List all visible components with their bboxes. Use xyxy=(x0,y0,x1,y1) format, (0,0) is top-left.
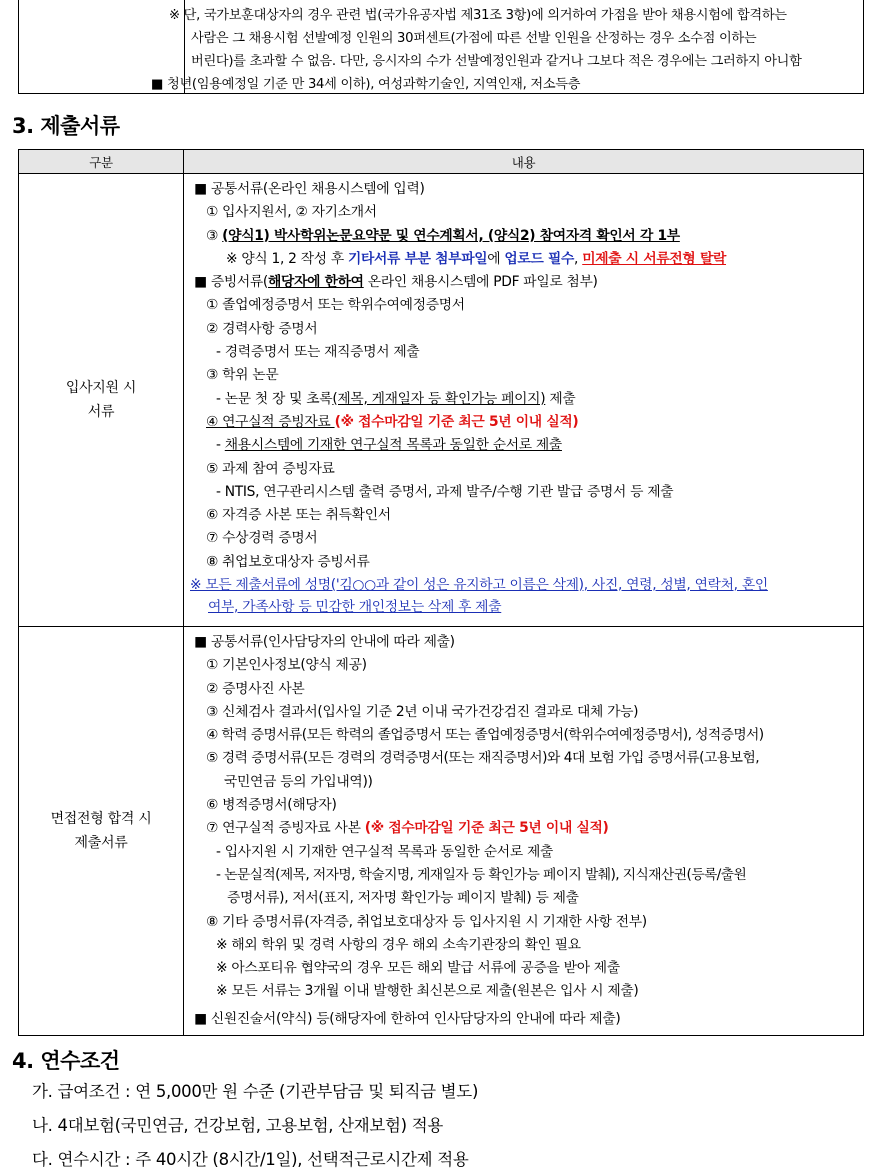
table-row xyxy=(19,174,864,627)
heading-text: ■ 증빙서류( xyxy=(194,274,269,291)
list-item xyxy=(194,411,857,434)
sub-text: - 논문 첫 장 및 초록 xyxy=(216,390,333,407)
sub-text: - xyxy=(216,437,225,454)
list-item: ⑦ 수상경력 증명서 xyxy=(206,530,318,547)
list-subitem: - 논문실적(제목, 저자명, 학술지명, 게재일자 등 확인가능 페이지 발췌), 지식재산권(등록/출원 xyxy=(216,866,747,883)
list-subitem xyxy=(194,434,857,457)
condition-item-hours: 다. 연수시간 : 주 40시간 (8시간/1일), 선택적근로시간제 적용 xyxy=(32,1150,469,1169)
category-cell xyxy=(19,627,184,1036)
note-text: ※ 양식 1, 2 작성 후 xyxy=(226,250,348,267)
note-text: 에 xyxy=(487,250,505,267)
note-text: 미제출 시 서류전형 탈락 xyxy=(582,250,727,267)
section-title-documents: 3. 제출서류 xyxy=(12,114,120,138)
column-header-content: 내용 xyxy=(184,150,864,174)
eligibility-note-box xyxy=(18,0,864,94)
note-text: 업로드 필수 xyxy=(504,250,575,267)
list-item xyxy=(194,817,857,840)
note-line: ■ 청년(임용예정일 기준 만 34세 이하), 여성과학기술인, 지역인재, 저소득층 xyxy=(151,77,581,92)
note-line: 사람은 그 채용시험 선발예정 인원의 30퍼센트(가점에 따른 선발 인원을 산정하는 경우 소수점 이하는 xyxy=(191,31,757,46)
list-item: ⑤ 경력 증명서류(모든 경력의 경력증명서(또는 재직증명서)와 4대 보험 가입 증명서류(고용보험, xyxy=(206,750,760,767)
item-text: ⑦ 연구실적 증빙자료 사본 xyxy=(206,820,365,837)
list-heading: ■ 신원진술서(약식) 등(해당자에 한하여 인사담당자의 안내에 따라 제출) xyxy=(194,1010,621,1027)
list-item: ① 기본인사정보(양식 제공) xyxy=(206,657,367,674)
table-row xyxy=(19,627,864,1036)
list-subitem: - NTIS, 연구관리시스템 출력 증명서, 과제 발주/수행 기관 발급 증명서 등 제출 xyxy=(216,483,674,500)
list-item: ① 졸업예정증명서 또는 학위수여예정증명서 xyxy=(206,297,465,314)
item-text: (※ 접수마감일 기준 최근 5년 이내 실적) xyxy=(364,820,609,837)
list-note: ※ 해외 학위 및 경력 사항의 경우 해외 소속기관장의 확인 필요 xyxy=(216,936,581,953)
sub-text: 제출 xyxy=(545,390,576,407)
list-heading: ■ 공통서류(인사담당자의 안내에 따라 제출) xyxy=(194,634,455,650)
condition-item-insurance: 나. 4대보험(국민연금, 건강보험, 고용보험, 산재보험) 적용 xyxy=(32,1116,444,1135)
privacy-note: 여부, 가족사항 등 민감한 개인정보는 삭제 후 제출 xyxy=(208,599,502,616)
item-text: (양식1) 박사학위논문요약문 및 연수계획서, (양식2) 참여자격 확인서 각 1부 xyxy=(222,227,680,244)
list-heading: ■ 공통서류(온라인 채용시스템에 입력) xyxy=(194,181,425,197)
column-header-category: 구분 xyxy=(19,150,184,174)
list-note xyxy=(194,248,857,271)
list-item: ⑧ 취업보호대상자 증빙서류 xyxy=(206,553,370,570)
note-text: 기타서류 부분 첨부파일 xyxy=(347,250,488,267)
list-item: ③ 신체검사 결과서(입사일 기준 2년 이내 국가건강검진 결과로 대체 가능) xyxy=(206,703,639,720)
category-label: 면접전형 합격 시 xyxy=(50,811,152,828)
list-item: ⑥ 병적증명서(해당자) xyxy=(206,797,337,814)
list-item: ② 증명사진 사본 xyxy=(206,680,305,697)
list-heading xyxy=(194,271,857,294)
list-item: ③ 학위 논문 xyxy=(206,367,279,384)
content-cell xyxy=(184,174,864,627)
sub-text: (제목, 게재일자 등 확인가능 페이지) xyxy=(332,390,546,407)
list-subitem: - 입사지원 시 기재한 연구실적 목록과 동일한 순서로 제출 xyxy=(216,843,554,860)
heading-text: 해당자에 한하여 xyxy=(268,274,364,291)
list-item: ⑥ 자격증 사본 또는 취득확인서 xyxy=(206,507,391,524)
note-line: 버린다)를 초과할 수 없음. 다만, 응시자의 수가 선발예정인원과 같거나 그보다 적은 경우에는 그러하지 아니함 xyxy=(191,54,802,69)
sub-text: 채용시스템에 기재한 연구실적 목록과 동일한 순서로 제출 xyxy=(224,437,562,454)
list-subitem xyxy=(194,388,857,411)
list-subitem: - 경력증명서 또는 재직증명서 제출 xyxy=(216,344,420,361)
documents-table xyxy=(18,149,864,1036)
item-text: ④ 연구실적 증빙자료 xyxy=(206,413,335,430)
note-text: , xyxy=(574,250,583,267)
list-note: ※ 아스포티유 협약국의 경우 모든 해외 발급 서류에 공증을 받아 제출 xyxy=(216,960,620,977)
list-item xyxy=(194,225,857,248)
list-subitem-continued: 증명서류), 저서(표지, 저자명 확인가능 페이지 발췌) 등 제출 xyxy=(227,890,579,907)
veterans-note xyxy=(151,4,859,96)
list-item: ④ 학력 증명서류(모든 학력의 졸업증명서 또는 졸업예정증명서(학위수여예정증명서), 성적증명서) xyxy=(206,727,764,744)
section-title-conditions: 4. 연수조건 xyxy=(12,1049,120,1073)
category-cell xyxy=(19,174,184,627)
list-item-continued: 국민연금 등의 가입내역)) xyxy=(224,773,373,790)
category-label: 입사지원 시 xyxy=(65,380,137,396)
list-item: ② 경력사항 증명서 xyxy=(206,320,318,337)
content-cell xyxy=(184,627,864,1036)
list-item: ⑧ 기타 증명서류(자격증, 취업보호대상자 등 입사지원 시 기재한 사항 전부) xyxy=(206,913,647,930)
list-note: ※ 모든 서류는 3개월 이내 발행한 최신본으로 제출(원본은 입사 시 제출) xyxy=(216,983,639,1000)
condition-item-salary: 가. 급여조건 : 연 5,000만 원 수준 (기관부담금 및 퇴직금 별도) xyxy=(32,1082,479,1101)
category-label: 제출서류 xyxy=(74,835,128,852)
privacy-note: ※ 모든 제출서류에 성명('김○○과 같이 성은 유지하고 이름은 삭제), 사진, 연령, 성별, 연락처, 혼인 xyxy=(190,577,768,594)
category-label: 서류 xyxy=(87,404,115,420)
list-item: ⑤ 과제 참여 증빙자료 xyxy=(206,460,335,477)
note-line: ※ 단, 국가보훈대상자의 경우 관련 법(국가유공자법 제31조 3항)에 의거하여 가점을 받아 채용시험에 합격하는 xyxy=(169,8,787,23)
heading-text: 온라인 채용시스템에 PDF 파일로 첨부) xyxy=(363,274,598,291)
list-item: ① 입사지원서, ② 자기소개서 xyxy=(206,204,377,221)
item-text: (※ 접수마감일 기준 최근 5년 이내 실적) xyxy=(334,413,579,430)
item-number: ③ xyxy=(206,227,223,244)
